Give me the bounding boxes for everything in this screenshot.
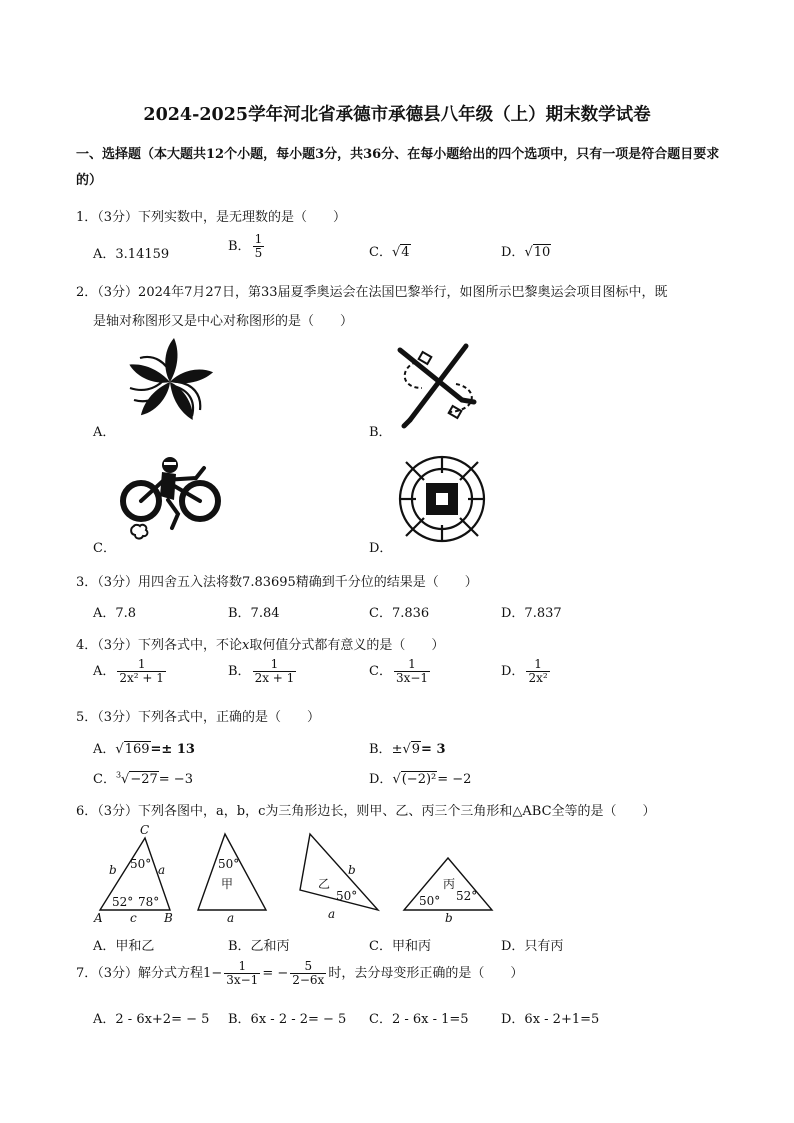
- q7-stem-suffix: 时，去分母变形正确的是（ ）: [328, 966, 524, 981]
- q6-triangles-figure: [90, 822, 510, 928]
- fraction-numerator: 1: [137, 657, 146, 671]
- radicand: −27: [130, 772, 158, 787]
- q7-stem-prefix: 7．（3分）解分式方程1−: [76, 966, 223, 981]
- q2-option-d: D．: [369, 541, 393, 556]
- fraction-numerator: 1: [270, 657, 279, 671]
- radicand: 10: [533, 245, 551, 260]
- side-c-label: c: [130, 911, 137, 925]
- q2-option-b: B．: [369, 425, 392, 440]
- fraction-denominator: 2x + 1: [254, 671, 295, 685]
- angle-c-label: 50°: [130, 857, 152, 871]
- jia-side-label: a: [227, 911, 235, 925]
- sqrt-expression: √9: [402, 742, 421, 757]
- yi-name-label: 乙: [318, 877, 331, 891]
- fraction-denominator: 2x² + 1: [119, 671, 164, 685]
- q5-stem: 5．（3分）下列各式中，正确的是（ ）: [76, 710, 321, 725]
- fraction-denominator: 2−6x: [292, 973, 325, 987]
- q2-stem-line1: 2．（3分）2024年7月27日，第33届夏季奥运会在法国巴黎举行，如图所示巴黎奥运会项目图标中，既: [76, 285, 668, 300]
- q2-option-a: A．: [93, 425, 116, 440]
- cbrt-expression: √−27: [121, 772, 158, 787]
- q7-option-c: C．2 - 6x - 1=5: [369, 1012, 469, 1027]
- q4-option-a: [93, 658, 168, 685]
- fraction-numerator: 1: [408, 657, 416, 671]
- q4-option-a-fraction: [117, 658, 166, 685]
- exam-title: 2024-2025学年河北省承德市承德县八年级（上）期末数学试卷: [143, 105, 651, 125]
- vertex-c-label: C: [140, 823, 150, 837]
- yi-side-b-label: b: [348, 863, 356, 877]
- q5-option-b-prefix: ±: [391, 742, 403, 757]
- q6-option-c: C．甲和丙: [369, 939, 431, 954]
- q6-option-a: A．甲和乙: [93, 939, 155, 954]
- q5-option-c-rest: = −3: [158, 772, 193, 787]
- q4-variable: x: [242, 638, 250, 653]
- fraction-numerator: 1: [534, 657, 542, 671]
- jia-angle-label: 50°: [218, 857, 240, 871]
- q4-stem: [76, 634, 444, 653]
- jia-name-label: 甲: [221, 877, 234, 891]
- q4-option-d-fraction: [526, 658, 549, 685]
- q1-option-d-label: D．: [501, 245, 525, 260]
- fraction-denominator: 5: [254, 246, 263, 260]
- q1-option-d: [501, 241, 551, 260]
- bing-angle1-label: 50°: [419, 894, 441, 908]
- q4-option-c-fraction: [394, 658, 430, 685]
- sqrt-expression: √169: [115, 742, 150, 757]
- side-b-label: b: [109, 863, 117, 877]
- q3-option-b: B．7.84: [228, 606, 280, 621]
- q6-option-d: D．只有丙: [501, 939, 564, 954]
- q5-option-b-rest: = 3: [421, 742, 446, 757]
- q7-fraction-1: [224, 960, 260, 987]
- q3-stem: 3．（3分）用四舍五入法将数7.83695精确到千分位的结果是（ ）: [76, 575, 478, 590]
- bing-side-label: b: [445, 911, 453, 925]
- q4-option-b: [228, 658, 298, 685]
- fraction-numerator: 1: [254, 232, 263, 246]
- flower-icon: [118, 336, 222, 428]
- fraction-denominator: 3x−1: [226, 973, 259, 987]
- q4-option-a-label: A．: [93, 664, 116, 679]
- q5-option-b-label: B．: [369, 742, 392, 757]
- q6-stem: 6．（3分）下列各图中，a，b，c为三角形边长，则甲、乙、丙三个三角形和△ABC全等的是（ ）: [76, 804, 656, 819]
- q5-option-c: [93, 768, 193, 787]
- q5-option-a-rest: =± 13: [150, 742, 195, 757]
- hockey-sticks-icon: [392, 340, 486, 432]
- fraction-denominator: 3x−1: [395, 671, 429, 685]
- q5-option-d-label: D．: [369, 772, 393, 787]
- fraction-denominator: 2x²: [528, 671, 548, 685]
- q4-option-b-label: B．: [228, 664, 251, 679]
- vertex-a-label: A: [94, 911, 103, 925]
- q4-option-c-label: C．: [369, 664, 392, 679]
- q4-option-c: [369, 658, 432, 685]
- section-heading: 一、选择题（本大题共12个小题，每小题3分，共36分、在每小题给出的四个选项中，只有一项是符合题目要求的）: [76, 147, 720, 188]
- angle-a-label: 52°: [112, 895, 134, 909]
- target-icon: [394, 452, 490, 546]
- q6-option-b: B．乙和丙: [228, 939, 290, 954]
- radicand: 4: [401, 245, 410, 260]
- q7-option-d: D．6x - 2+1=5: [501, 1012, 600, 1027]
- bing-angle2-label: 52°: [456, 889, 478, 903]
- q5-option-c-label: C．: [93, 772, 116, 787]
- q5-option-a-label: A．: [93, 742, 116, 757]
- fraction-numerator: 5: [304, 959, 313, 973]
- q1-option-c-label: C．: [369, 245, 392, 260]
- q1-option-b: [228, 233, 266, 260]
- side-a-label: a: [158, 863, 166, 877]
- q4-option-b-fraction: [253, 658, 297, 685]
- q5-option-d-rest: = −2: [437, 772, 472, 787]
- q1-stem: 1．（3分）下列实数中，是无理数的是（ ）: [76, 210, 347, 225]
- sqrt-expression: √4: [391, 245, 410, 260]
- q3-option-c: C．7.836: [369, 606, 430, 621]
- q4-option-d: [501, 658, 552, 685]
- q1-option-b-label: B．: [228, 239, 251, 254]
- triangle-jia: [198, 834, 266, 910]
- yi-angle-label: 50°: [336, 889, 358, 903]
- q7-option-b: B．6x - 2 - 2= − 5: [228, 1012, 347, 1027]
- q5-option-b: [369, 738, 446, 757]
- cyclist-icon: [116, 456, 224, 544]
- q1-option-c: [369, 241, 411, 260]
- q1-option-b-fraction: [253, 233, 265, 260]
- q7-fraction-2: [290, 960, 326, 987]
- radicand: (−2)²: [401, 772, 437, 787]
- vertex-b-label: B: [164, 911, 173, 925]
- q7-equals: = −: [262, 966, 289, 981]
- bing-name-label: 丙: [443, 877, 456, 891]
- q4-stem-prefix: 4．（3分）下列各式中，不论: [76, 638, 243, 653]
- radicand: 9: [411, 742, 421, 757]
- sqrt-expression: √10: [524, 245, 551, 260]
- q2-stem-line2: 是轴对称图形又是中心对称图形的是（ ）: [93, 314, 354, 329]
- q1-option-a: A．3.14159: [93, 247, 170, 262]
- radicand: 169: [124, 742, 150, 757]
- q2-option-c: C．: [93, 541, 116, 556]
- yi-side-a-label: a: [328, 907, 336, 921]
- sqrt-expression: √(−2)²: [392, 772, 437, 787]
- q4-option-d-label: D．: [501, 664, 525, 679]
- q3-option-a: A．7.8: [93, 606, 137, 621]
- q3-option-d: D．7.837: [501, 606, 562, 621]
- root-index: 3: [115, 770, 122, 780]
- angle-b-label: 78°: [138, 895, 160, 909]
- q5-option-d: [369, 768, 471, 787]
- fraction-numerator: 1: [238, 959, 247, 973]
- q5-option-a: [93, 738, 195, 757]
- q7-option-a: A．2 - 6x+2= − 5: [93, 1012, 210, 1027]
- q4-stem-suffix: 取何值分式都有意义的是（ ）: [249, 638, 445, 653]
- q7-stem: [76, 960, 523, 987]
